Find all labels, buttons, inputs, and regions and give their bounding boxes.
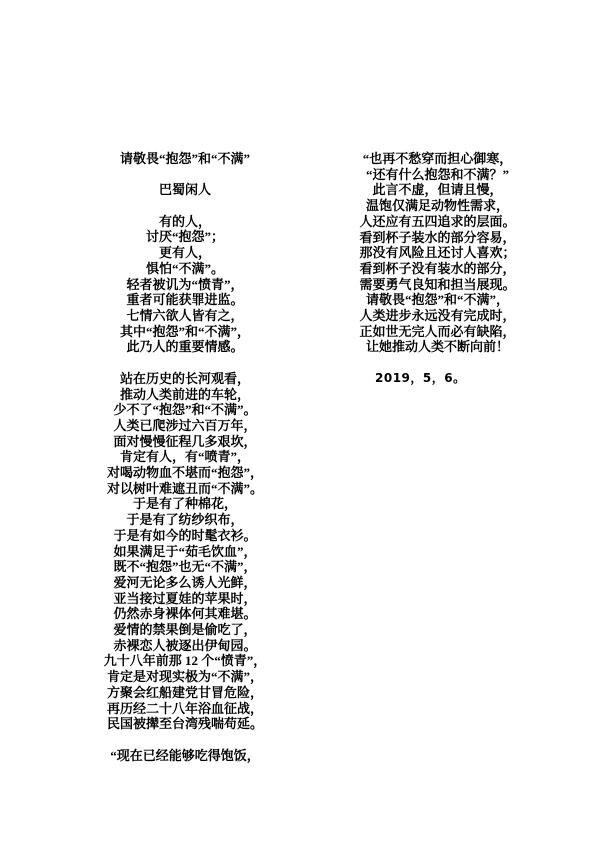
blank-line [60,167,310,183]
poem-line: 此乃人的重要情感。 [126,339,244,355]
poem-line: “也再不愁穿而担心御寒， [362,151,513,166]
poem-line: 请敬畏“抱怨”和“不满”， [365,292,509,308]
poem-line: 让她推动人类不断向前！ [365,339,509,355]
poem-line: 更有人， [158,245,211,261]
poem-line: 于是有了纺纱织布， [126,512,244,528]
poem-line: 有的人， [158,213,211,229]
poem-line: 爱河无论多么诱人光鲜， [113,574,257,590]
blank-line [60,732,310,748]
poem-date: 2019，5，6。 [375,370,466,385]
poem-line: 看到杯子没有装水的部分， [359,260,516,276]
poem-line: 既不“抱怨”也无“不满”， [113,559,257,575]
poem-line: 肯定是对现实极为“不满”， [106,669,263,685]
right-column [330,151,545,387]
poem-line: 惧怕“不满”。 [145,260,224,276]
poem-line: 民国被撵至台湾残喘苟延。 [106,716,263,732]
poem-line: 于是有了种棉花， [132,496,237,512]
poem-line: “现在已经能够吃得饱饭， [110,747,260,763]
poem-line: 此言不虚，但请且慢， [372,182,503,198]
poem-line: “还有什么抱怨和不满？” [365,166,509,182]
poem-line: 对喝动物血不堪而“抱怨”， [106,465,263,481]
poem-line: 讨厌“抱怨”； [145,229,224,245]
poem-line: 于是有如今的时髦衣衫。 [113,527,257,543]
poem-line: 九十八年前那 12 个“愤青”， [103,653,267,669]
poem-line: 需要勇气良知和担当展现。 [359,276,516,292]
poem-line: 站在历史的长河观看， [119,370,250,386]
poem-line: 人还应有五四追求的层面。 [359,213,516,229]
poem-line: 重者可能获罪进监。 [126,292,244,308]
poem-line: 正如世无完人而必有缺陷， [359,323,516,339]
poem-line: 亚当接过夏娃的苹果时， [113,590,257,606]
stanza-2 [60,371,310,732]
poem-line: 肯定有人，有“喷青”， [119,449,250,465]
poem-line: 方聚会红船建党甘冒危险， [106,684,263,700]
poem-title: 请敬畏“抱怨”和“不满” [119,151,250,166]
poem-line: 如果满足于“茹毛饮血”， [113,543,257,559]
poem-author: 巴蜀闲人 [158,182,211,198]
stanza-4 [330,151,545,355]
poem-line: 面对慢慢征程几多艰坎， [113,433,257,449]
poem-line: 对以树叶难遮丑而“不满”。 [106,480,263,496]
poem-line: 人类进步永远没有完成时， [359,308,516,324]
poem-line: 那没有风险且还讨人喜欢； [359,245,516,261]
poem-line: 轻者被讥为“愤青”， [126,276,244,292]
poem-line: 看到杯子装水的部分容易， [359,229,516,245]
poem-line: 人类已爬涉过六百万年， [113,417,257,433]
stanza-3 [60,748,310,764]
poem-line: 其中“抱怨”和“不满”， [119,323,250,339]
poem-line: 少不了“抱怨”和“不满”。 [113,402,257,418]
blank-line [330,355,545,371]
poem-line: 仍然赤身裸体何其难堪。 [113,606,257,622]
poem-line: 温饱仅满足动物性需求， [365,198,509,214]
blank-line [60,198,310,214]
stanza-1 [60,214,310,355]
poem-line: 推动人类前进的车轮， [119,386,250,402]
left-column [60,151,310,763]
poem-line: 爱情的禁果倒是偷吃了， [113,622,257,638]
poem-line: 再历经二十八年浴血征战， [106,700,263,716]
blank-line [60,355,310,371]
poem-line: 赤裸恋人被逐出伊甸园。 [113,637,257,653]
poem-line: 七情六欲人皆有之， [126,308,244,323]
